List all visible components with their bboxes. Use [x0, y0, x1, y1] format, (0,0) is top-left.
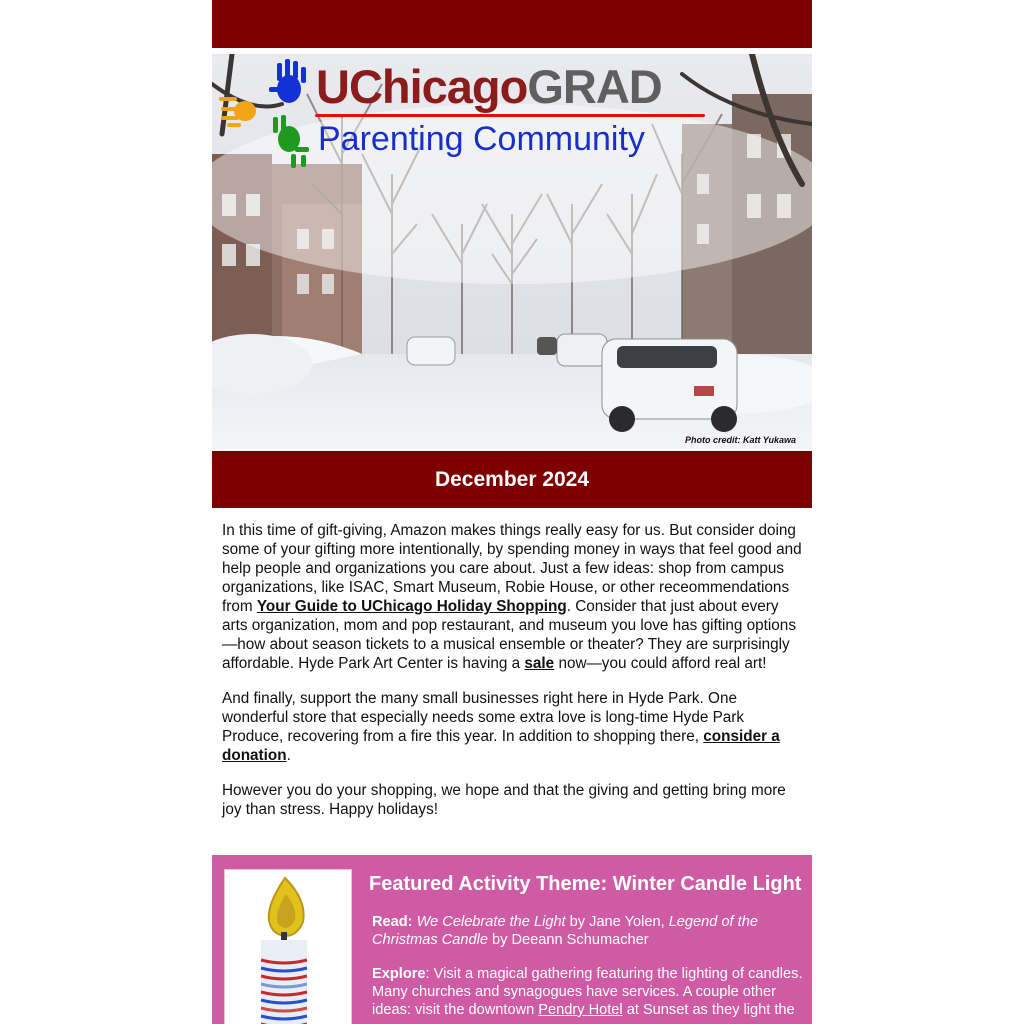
- photo-credit: Photo credit: Katt Yukawa: [684, 435, 796, 445]
- date-banner: December 2024: [212, 451, 812, 508]
- featured-activity-title: Featured Activity Theme: Winter Candle Light: [369, 873, 802, 895]
- newsletter-email: [212, 0, 812, 1024]
- explore-paragraph: Explore: Visit a magical gathering featuring the lighting of candles. Many churches and synagogues have services. A couple other ideas: visit the downtown Pendry Hotel at Sunset as they light the: [372, 966, 803, 1018]
- donation-link[interactable]: consider a donation: [222, 728, 780, 764]
- intro-paragraph-1: In this time of gift-giving, Amazon makes things really easy for us. But consider doing some of your gifting more intentionally, by spending money in ways that feel good and help people and organizations you care about. Just a few ideas: shop from campus organizations, like ISAC, Smart Museum, Robie House, or other receommendations from Your Guide to UChicago Holiday Shopping. Consider that just about every arts organization, mom and pop restaurant, and museum you love has gifting options—how about season tickets to a musical ensemble or theater? They are surprisingly affordable. Hyde Park Art Center is having a sale now—you could afford real art!: [222, 522, 802, 672]
- uchicago-grad-logo: [316, 60, 662, 114]
- logo-grad-text: GRAD: [527, 60, 662, 113]
- logo-uchicago-text: UChicago: [316, 60, 528, 113]
- logo-underline: [315, 114, 705, 117]
- holiday-shopping-guide-link[interactable]: Your Guide to UChicago Holiday Shopping: [256, 598, 567, 615]
- intro-paragraph-3: However you do your shopping, we hope and that the giving and getting bring more joy than stress. Happy holidays!: [222, 782, 786, 818]
- candle-craft-image: [224, 869, 352, 1024]
- handprints-icon: [217, 59, 317, 169]
- intro-paragraph-2: And finally, support the many small businesses right here in Hyde Park. One wonderful store that especially needs some extra love is long-time Hyde Park Produce, recovering from a fire this year. In addition to shopping there, consider a donation.: [222, 690, 780, 764]
- pendry-hotel-link[interactable]: Pendry Hotel: [538, 1002, 623, 1018]
- hero-image: [212, 54, 812, 451]
- featured-activity-section: [212, 855, 812, 1024]
- top-header-bar: [212, 0, 812, 48]
- candle-craft-illustration: [225, 870, 351, 1024]
- art-center-sale-link[interactable]: sale: [524, 655, 555, 672]
- parenting-community-text: Parenting Community: [318, 120, 645, 158]
- featured-activity-body: [372, 913, 804, 1024]
- intro-section: [222, 521, 804, 835]
- read-paragraph: Read: We Celebrate the Light by Jane Yolen, Legend of the Christmas Candle by Deeann Schumacher: [372, 914, 758, 948]
